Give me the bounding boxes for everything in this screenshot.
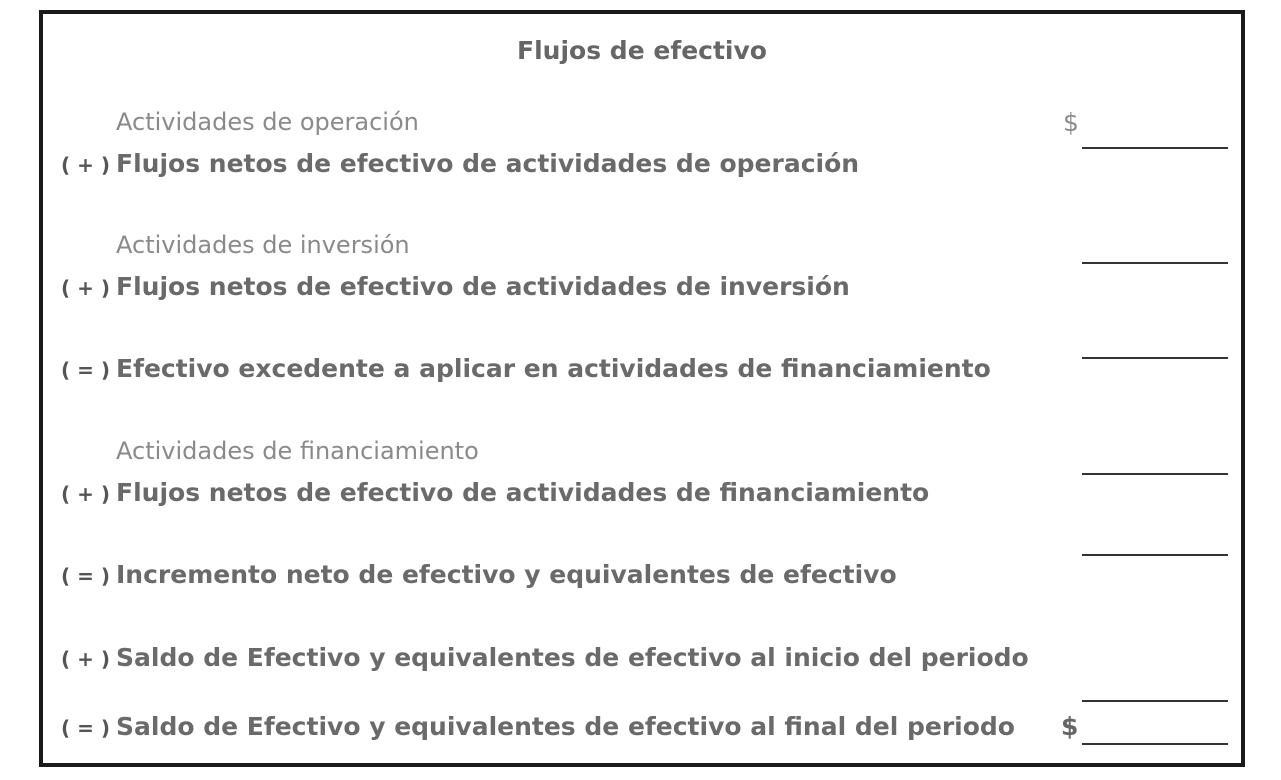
cash-flow-statement bbox=[39, 10, 1245, 767]
closing-currency-symbol: $ bbox=[1061, 712, 1079, 741]
closing-balance-amount-line bbox=[1082, 743, 1228, 745]
surplus-label: Efectivo excedente a aplicar en actividades de financiamiento bbox=[116, 354, 991, 383]
statement-title: Flujos de efectivo bbox=[517, 36, 767, 65]
opening-balance-row bbox=[61, 643, 1029, 672]
surplus-row bbox=[61, 354, 991, 383]
operating-activities-heading: Actividades de operación bbox=[116, 108, 419, 136]
investing-net-flow-label: Flujos netos de efectivo de actividades de inversión bbox=[116, 272, 850, 301]
net-increase-label: Incremento neto de efectivo y equivalentes de efectivo bbox=[116, 560, 897, 589]
closing-balance-label: Saldo de Efectivo y equivalentes de efectivo al final del periodo bbox=[116, 712, 1015, 741]
opening-balance-amount-line bbox=[1082, 700, 1228, 702]
plus-operator: ( + ) bbox=[61, 482, 110, 506]
equals-operator: ( = ) bbox=[61, 564, 110, 588]
investing-activities-heading: Actividades de inversión bbox=[116, 231, 410, 259]
plus-operator: ( + ) bbox=[61, 276, 110, 300]
financing-activities-heading: Actividades de financiamiento bbox=[116, 437, 479, 465]
operating-currency-symbol: $ bbox=[1063, 108, 1079, 137]
investing-net-flow-row bbox=[61, 272, 850, 301]
operating-net-flow-row bbox=[61, 149, 859, 178]
net-increase-amount-line bbox=[1082, 554, 1228, 556]
equals-operator: ( = ) bbox=[61, 716, 110, 740]
plus-operator: ( + ) bbox=[61, 647, 110, 671]
opening-balance-label: Saldo de Efectivo y equivalentes de efectivo al inicio del periodo bbox=[116, 643, 1029, 672]
net-increase-row bbox=[61, 560, 897, 589]
financing-amount-line bbox=[1082, 473, 1228, 475]
operating-amount-line bbox=[1082, 147, 1228, 149]
closing-balance-row bbox=[61, 712, 1015, 741]
financing-net-flow-label: Flujos netos de efectivo de actividades de financiamiento bbox=[116, 478, 930, 507]
plus-operator: ( + ) bbox=[61, 153, 110, 177]
equals-operator: ( = ) bbox=[61, 358, 110, 382]
investing-amount-line bbox=[1082, 262, 1228, 264]
operating-net-flow-label: Flujos netos de efectivo de actividades de operación bbox=[116, 149, 860, 178]
surplus-amount-line bbox=[1082, 357, 1228, 359]
financing-net-flow-row bbox=[61, 478, 929, 507]
